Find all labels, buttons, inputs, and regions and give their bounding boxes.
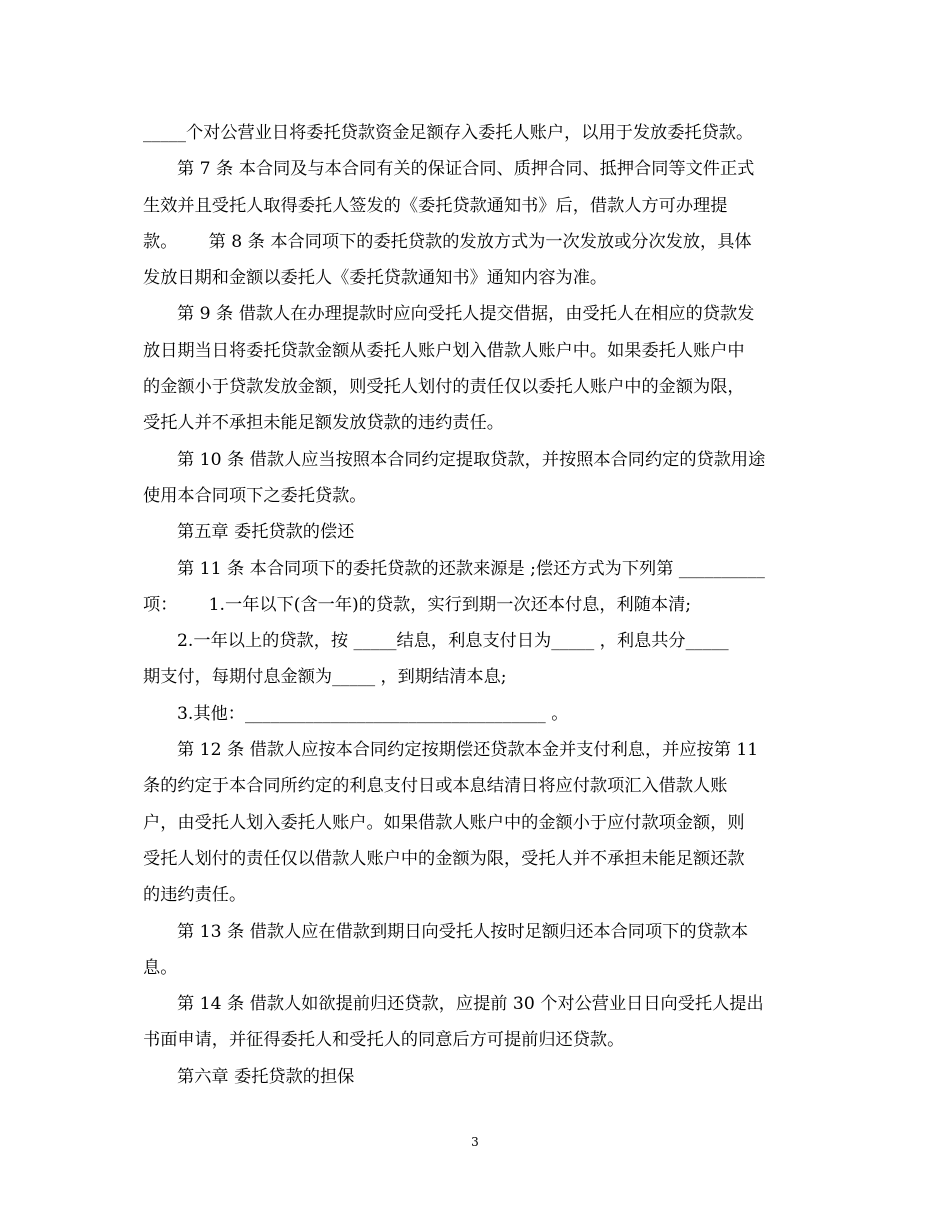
text-line: 发放日期和金额以委托人《委托贷款通知书》通知内容为准。 <box>143 268 608 289</box>
text-line: 款。 第 8 条 本合同项下的委托贷款的发放方式为一次发放或分次发放，具体 <box>143 231 752 252</box>
text-line: 的违约责任。 <box>143 885 247 906</box>
text-line: 3.其他：___________________________________ 。 <box>177 703 569 724</box>
text-line: 第 12 条 借款人应按本合同约定按期偿还贷款本金并支付利息，并应按第 11 <box>177 740 759 761</box>
text-line: 第六章 委托贷款的担保 <box>177 1066 355 1087</box>
text-line: 第 11 条 本合同项下的委托贷款的还款来源是 ;偿还方式为下列第 __________ <box>177 558 765 579</box>
text-line: 息。 <box>143 957 178 978</box>
text-line: 受托人并不承担未能足额发放贷款的违约责任。 <box>143 413 504 434</box>
text-line: 户，由受托人划入委托人账户。如果借款人账户中的金额小于应付款项金额，则 <box>143 812 745 833</box>
text-line: 第 7 条 本合同及与本合同有关的保证合同、质押合同、抵押合同等文件正式 <box>177 159 755 180</box>
text-line: 第 10 条 借款人应当按照本合同约定提取贷款，并按照本合同约定的贷款用途 <box>177 449 766 470</box>
text-line: 受托人划付的责任仅以借款人账户中的金额为限，受托人并不承担未能足额还款 <box>143 848 745 869</box>
text-line: 放日期当日将委托贷款金额从委托人账户划入借款人账户中。如果委托人账户中 <box>143 340 745 361</box>
text-line: 第 9 条 借款人在办理提款时应向受托人提交借据，由受托人在相应的贷款发 <box>177 304 755 325</box>
text-line: 第 13 条 借款人应在借款到期日向受托人按时足额归还本合同项下的贷款本 <box>177 921 749 942</box>
text-line: 2.一年以上的贷款，按 _____结息，利息支付日为_____ ，利息共分_____ <box>177 631 729 652</box>
text-line: _____个对公营业日将委托贷款资金足额存入委托人账户，以用于发放委托贷款。 <box>143 123 754 143</box>
text-line: 书面申请，并征得委托人和受托人的同意后方可提前归还贷款。 <box>143 1030 625 1051</box>
page-number: 3 <box>471 1135 479 1149</box>
text-line: 的金额小于贷款发放金额，则受托人划付的责任仅以委托人账户中的金额为限， <box>143 377 745 398</box>
text-line: 生效并且受托人取得委托人签发的《委托贷款通知书》后，借款人方可办理提 <box>143 195 728 216</box>
text-line: 使用本合同项下之委托贷款。 <box>143 485 367 506</box>
text-line: 条的约定于本合同所约定的利息支付日或本息结清日将应付款项汇入借款人账 <box>143 776 728 797</box>
text-line: 项： 1.一年以下(含一年)的贷款，实行到期一次还本付息，利随本清; <box>143 594 692 615</box>
document-body <box>143 115 805 1095</box>
text-line: 期支付，每期付息金额为_____ ，到期结清本息; <box>143 667 507 688</box>
text-line: 第五章 委托贷款的偿还 <box>177 522 355 543</box>
text-line: 第 14 条 借款人如欲提前归还贷款，应提前 30 个对公营业日日向受托人提出 <box>177 994 764 1015</box>
